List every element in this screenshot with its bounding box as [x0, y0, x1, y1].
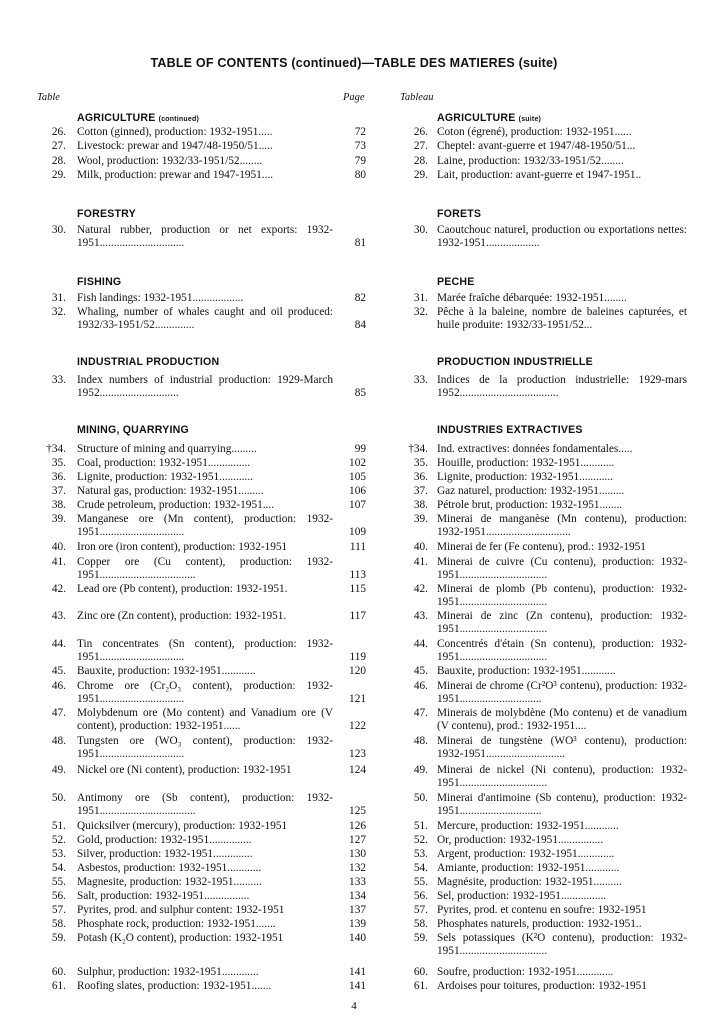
entry-page-number: 79	[354, 155, 366, 167]
entry-title: Zinc ore (Zn content), production: 1932-1951.	[77, 610, 287, 622]
entry-title: Lignite, production: 1932-1951............	[77, 471, 254, 483]
entry-title: Phosphates naturels, production: 1932-1951..	[437, 918, 642, 930]
entry-title: Minerai de tungstène (WO³ contenu), production: 1932-1951............................	[437, 735, 687, 761]
entry-page-number: 140	[349, 932, 366, 944]
entry-title: Indices de la production industrielle: 1929-mars 1952...................................	[437, 374, 687, 400]
entry-number: 31.	[51, 292, 66, 304]
entry-page-number: 85	[354, 387, 366, 400]
entry-number: 36.	[51, 471, 66, 483]
entry-page-number: 84	[354, 319, 366, 332]
entry-page-number: 141	[349, 966, 366, 978]
entry-title: Iron ore (iron content), production: 1932-1951	[77, 541, 288, 553]
entry-number: 29.	[413, 169, 428, 181]
entry-title: Mercure, production: 1932-1951............	[437, 820, 619, 832]
entry-title: Antimony ore (Sb content), production: 1932-1951..................................	[77, 792, 333, 818]
entry-title: Marée fraîche débarquée: 1932-1951........	[437, 292, 627, 304]
entry-title: Natural gas, production: 1932-1951.........	[77, 485, 264, 497]
entry-number: 51.	[413, 820, 428, 832]
entry-number: 57.	[51, 904, 66, 916]
entry-title: Magnésite, production: 1932-1951..........	[437, 876, 622, 888]
entry-title: Sels potassiques (K²O contenu), production: 1932-1951...............................	[437, 932, 687, 958]
entry-title: Argent, production: 1932-1951.............	[437, 848, 615, 860]
entry-title: Quicksilver (mercury), production: 1932-1951	[77, 820, 288, 832]
entry-page-number: 134	[349, 890, 366, 902]
entry-title: Fish landings: 1932-1951..................	[77, 292, 244, 304]
entry-number: 29.	[51, 169, 66, 181]
section-title: FISHING	[77, 276, 122, 288]
entry-number: 58.	[413, 918, 428, 930]
entry-title: Houille, production: 1932-1951............	[437, 457, 615, 469]
entry-title: Wool, production: 1932/33-1951/52........	[77, 155, 263, 167]
section-title: FORETS	[437, 208, 482, 220]
entry-page-number: 132	[349, 862, 366, 874]
entry-title: Minerai d'antimoine (Sb contenu), production: 1932-1951.............................	[437, 792, 687, 818]
section-heading	[437, 112, 541, 124]
entry-page-number: 126	[349, 820, 366, 832]
entry-title: Cotton (ginned), production: 1932-1951.....	[77, 126, 273, 138]
entry-page-number: 127	[349, 834, 366, 846]
entry-number: 44.	[51, 638, 66, 650]
entry-title: Soufre, production: 1932-1951.............	[437, 966, 614, 978]
entry-number: 54.	[413, 862, 428, 874]
entry-title: Copper ore (Cu content), production: 1932-1951..................................	[77, 556, 333, 582]
entry-number: 31.	[413, 292, 428, 304]
entry-page-number: 99	[354, 443, 366, 455]
entry-title: Sel, production: 1932-1951................	[437, 890, 607, 902]
entry-title: Pyrites, prod. et contenu en soufre: 1932-1951	[437, 904, 647, 916]
entry-title: Natural rubber, production or net exports: 1932-1951..............................	[77, 224, 333, 250]
entry-number: 40.	[51, 541, 66, 553]
entry-page-number: 119	[349, 651, 366, 664]
entry-number: 33.	[51, 374, 66, 386]
entry-page-number: 120	[349, 665, 366, 677]
section-title: INDUSTRIAL PRODUCTION	[77, 356, 220, 368]
section-note: (continued)	[158, 116, 199, 123]
entry-page-number: 81	[354, 237, 366, 250]
entry-number: †34.	[46, 443, 66, 455]
entry-page-number: 139	[349, 918, 366, 930]
entry-title: Minerai de nickel (Ni contenu), production: 1932-1951...............................	[437, 764, 687, 790]
entry-number: 30.	[413, 224, 428, 236]
entry-title: Minerai de plomb (Pb contenu), production: 1932-1951...............................	[437, 583, 687, 609]
entry-title: Lead ore (Pb content), production: 1932-1951.	[77, 583, 288, 595]
section-title: MINING, QUARRYING	[77, 424, 189, 436]
section-title: PRODUCTION INDUSTRIELLE	[437, 356, 593, 368]
entry-number: 57.	[413, 904, 428, 916]
entry-number: 35.	[413, 457, 428, 469]
entry-title: Minerais de molybdène (Mo contenu) et de vanadium (V contenu), prod.: 1932-1951....	[437, 707, 687, 733]
entry-title: Index numbers of industrial production: 1929-March 1952............................	[77, 374, 333, 400]
entry-page-number: 125	[349, 805, 366, 818]
section-heading	[437, 276, 475, 288]
entry-title: Roofing slates, production: 1932-1951.......	[77, 980, 272, 992]
entry-page-number: 115	[349, 583, 366, 595]
entry-title: Chrome ore (Cr₂O₃ content), production: 1932-1951..............................	[77, 680, 333, 706]
section-heading	[77, 356, 219, 368]
entry-page-number: 121	[349, 693, 366, 706]
entry-title: Minerai de fer (Fe contenu), prod.: 1932-1951	[437, 541, 646, 553]
entry-title: Magnesite, production: 1932-1951..........	[77, 876, 262, 888]
entry-number: 55.	[51, 876, 66, 888]
entry-title: Ind. extractives: données fondamentales.....	[437, 443, 633, 455]
entry-page-number: 109	[349, 526, 366, 539]
entry-number: 28.	[51, 155, 66, 167]
entry-title: Coton (égrené), production: 1932-1951......	[437, 126, 632, 138]
entry-title: Salt, production: 1932-1951................	[77, 890, 250, 902]
entry-title: Livestock: prewar and 1947/48-1950/51.....	[77, 140, 273, 152]
entry-title: Tin concentrates (Sn content), production: 1932-1951..............................	[77, 638, 333, 664]
entry-title: Structure of mining and quarrying.........	[77, 443, 257, 455]
section-title: INDUSTRIES EXTRACTIVES	[437, 424, 583, 436]
entry-title: Caoutchouc naturel, production ou exportations nettes: 1932-1951...................	[437, 224, 687, 250]
entry-number: 43.	[413, 610, 428, 622]
entry-page-number: 106	[349, 485, 366, 497]
entry-page-number: 113	[349, 569, 366, 582]
entry-title: Pêche à la baleine, nombre de baleines capturées, et huile produite: 1932/33-1951/52...	[437, 306, 687, 332]
entry-page-number: 105	[349, 471, 366, 483]
page-title: TABLE OF CONTENTS (continued)—TABLE DES MATIERES (suite)	[150, 56, 558, 70]
entry-title: Potash (K₂O content), production: 1932-1951	[77, 932, 284, 944]
entry-number: 32.	[51, 306, 66, 318]
entry-number: 54.	[51, 862, 66, 874]
entry-page-number: 82	[354, 292, 366, 304]
entry-title: Pyrites, prod. and sulphur content: 1932-1951	[77, 904, 285, 916]
entry-number: 45.	[413, 665, 428, 677]
entry-number: 59.	[413, 932, 428, 944]
entry-title: Lignite, production: 1932-1951............	[437, 471, 614, 483]
entry-title: Whaling, number of whales caught and oil produced: 1932/33-1951/52..............	[77, 306, 333, 332]
entry-title: Minerai de manganèse (Mn contenu), production: 1932-1951..............................	[437, 513, 687, 539]
entry-number: 46.	[51, 680, 66, 692]
entry-number: 45.	[51, 665, 66, 677]
section-heading	[77, 424, 189, 436]
entry-title: Phosphate rock, production: 1932-1951.......	[77, 918, 276, 930]
entry-number: †34.	[408, 443, 428, 455]
entry-number: 61.	[51, 980, 66, 992]
entry-title: Molybdenum ore (Mo content) and Vanadium ore (V content), production: 1932-1951......	[77, 707, 333, 733]
entry-number: 33.	[413, 374, 428, 386]
entry-number: 50.	[51, 792, 66, 804]
entry-page-number: 72	[354, 126, 366, 138]
section-heading	[437, 208, 481, 220]
entry-title: Tungsten ore (WO₃ content), production: 1932-1951..............................	[77, 735, 333, 761]
entry-page-number: 123	[349, 748, 366, 761]
entry-number: 40.	[413, 541, 428, 553]
entry-number: 59.	[51, 932, 66, 944]
entry-title: Sulphur, production: 1932-1951.............	[77, 966, 259, 978]
entry-title: Crude petroleum, production: 1932-1951....	[77, 499, 275, 511]
entry-title: Cheptel: avant-guerre et 1947/48-1950/51...	[437, 140, 636, 152]
table-column-header: Table	[37, 92, 60, 103]
entry-number: 27.	[51, 140, 66, 152]
entry-title: Gold, production: 1932-1951...............	[77, 834, 252, 846]
entry-title: Silver, production: 1932-1951..............	[77, 848, 253, 860]
entry-number: 60.	[51, 966, 66, 978]
entry-page-number: 130	[349, 848, 366, 860]
entry-number: 27.	[413, 140, 428, 152]
entry-page-number: 117	[349, 610, 366, 622]
entry-number: 41.	[413, 556, 428, 568]
entry-page-number: 107	[349, 499, 366, 511]
entry-number: 49.	[413, 764, 428, 776]
entry-number: 51.	[51, 820, 66, 832]
section-note: (suite)	[518, 116, 542, 123]
entry-number: 55.	[413, 876, 428, 888]
entry-title: Concentrés d'étain (Sn contenu), production: 1932-1951...............................	[437, 638, 687, 664]
entry-title: Asbestos, production: 1932-1951............	[77, 862, 262, 874]
entry-number: 58.	[51, 918, 66, 930]
entry-title: Or, production: 1932-1951................	[437, 834, 604, 846]
section-heading	[437, 424, 583, 436]
entry-number: 56.	[51, 890, 66, 902]
entry-number: 30.	[51, 224, 66, 236]
entry-number: 60.	[413, 966, 428, 978]
section-title: FORESTRY	[77, 208, 136, 220]
entry-number: 46.	[413, 680, 428, 692]
entry-title: Lait, production: avant-guerre et 1947-1951..	[437, 169, 642, 181]
entry-number: 26.	[51, 126, 66, 138]
entry-number: 47.	[413, 707, 428, 719]
entry-number: 52.	[51, 834, 66, 846]
entry-title: Milk, production: prewar and 1947-1951....	[77, 169, 274, 181]
entry-number: 37.	[51, 485, 66, 497]
entry-title: Gaz naturel, production: 1932-1951.........	[437, 485, 625, 497]
entry-title: Bauxite, production: 1932-1951............	[437, 665, 616, 677]
entry-page-number: 137	[349, 904, 366, 916]
entry-number: 32.	[413, 306, 428, 318]
entry-page-number: 122	[349, 720, 366, 733]
entry-number: 42.	[51, 583, 66, 595]
entry-title: Manganese ore (Mn content), production: 1932-1951..............................	[77, 513, 333, 539]
entry-number: 39.	[413, 513, 428, 525]
entry-title: Minerai de cuivre (Cu contenu), production: 1932-1951...............................	[437, 556, 687, 582]
page-column-header: Page	[343, 92, 365, 103]
entry-number: 41.	[51, 556, 66, 568]
section-heading	[77, 276, 121, 288]
entry-page-number: 124	[349, 764, 366, 776]
entry-title: Nickel ore (Ni content), production: 1932-1951	[77, 764, 292, 776]
section-heading	[437, 356, 593, 368]
entry-title: Bauxite, production: 1932-1951............	[77, 665, 256, 677]
entry-page-number: 102	[349, 457, 366, 469]
entry-number: 28.	[413, 155, 428, 167]
entry-number: 47.	[51, 707, 66, 719]
entry-number: 43.	[51, 610, 66, 622]
section-title: AGRICULTURE	[77, 112, 156, 124]
entry-number: 39.	[51, 513, 66, 525]
entry-page-number: 133	[349, 876, 366, 888]
entry-title: Minerai de chrome (Cr²O³ contenu), production: 1932-1951.............................	[437, 680, 687, 706]
entry-number: 49.	[51, 764, 66, 776]
entry-page-number: 80	[354, 169, 366, 181]
entry-number: 52.	[413, 834, 428, 846]
entry-number: 38.	[51, 499, 66, 511]
section-title: PECHE	[437, 276, 475, 288]
section-title: AGRICULTURE	[437, 112, 516, 124]
entry-number: 36.	[413, 471, 428, 483]
entry-page-number: 141	[349, 980, 366, 992]
entry-title: Amiante, production: 1932-1951............	[437, 862, 620, 874]
entry-number: 44.	[413, 638, 428, 650]
entry-number: 53.	[413, 848, 428, 860]
page-number: 4	[351, 1000, 357, 1012]
entry-number: 48.	[413, 735, 428, 747]
entry-number: 35.	[51, 457, 66, 469]
entry-number: 42.	[413, 583, 428, 595]
entry-number: 48.	[51, 735, 66, 747]
tableau-column-header: Tableau	[400, 92, 434, 103]
entry-title: Coal, production: 1932-1951...............	[77, 457, 251, 469]
section-heading	[77, 112, 199, 124]
entry-page-number: 111	[349, 541, 366, 553]
entry-title: Ardoises pour toitures, production: 1932-1951	[437, 980, 647, 992]
section-heading	[77, 208, 136, 220]
entry-number: 38.	[413, 499, 428, 511]
entry-title: Pétrole brut, production: 1932-1951........	[437, 499, 623, 511]
entry-number: 56.	[413, 890, 428, 902]
entry-title: Minerai de zinc (Zn contenu), production: 1932-1951...............................	[437, 610, 687, 636]
entry-page-number: 73	[354, 140, 366, 152]
entry-number: 50.	[413, 792, 428, 804]
entry-number: 26.	[413, 126, 428, 138]
entry-number: 37.	[413, 485, 428, 497]
entry-title: Laine, production: 1932/33-1951/52........	[437, 155, 624, 167]
entry-number: 53.	[51, 848, 66, 860]
entry-number: 61.	[413, 980, 428, 992]
